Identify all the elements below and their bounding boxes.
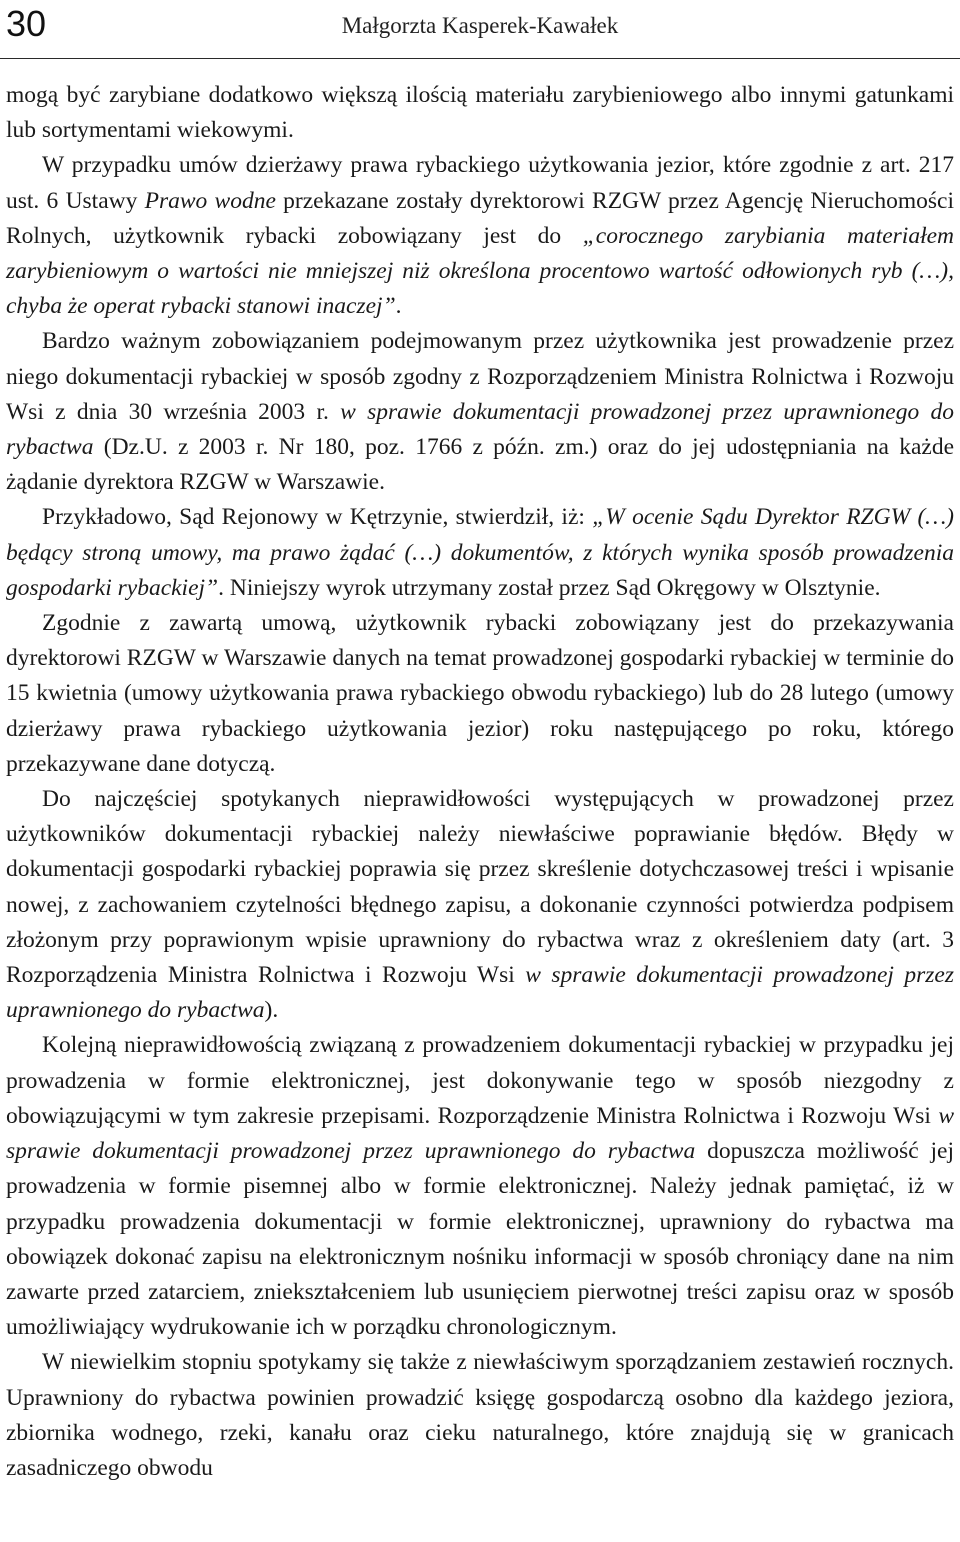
page-number: 30 (6, 3, 47, 44)
paragraph (6, 1345, 954, 1486)
text-segment: . (395, 293, 402, 320)
text-segment: (Dz.U. z 2003 r. Nr 180, poz. 1766 z późn. zm.) oraz do jej udostępniania na każde żądanie dyrektora RZGW w Warszawie. (6, 434, 954, 496)
italic-text: Prawo wodne (144, 187, 276, 214)
text-segment: W przypadku umów dzierżawy prawa rybackiego użytkowania jezior, które zgodnie z art. 217 ust. 6 Ustawy (6, 152, 954, 214)
body-text (6, 78, 954, 1486)
italic-text: w sprawie dokumentacji prowadzonej przez uprawnionego do rybactwa (6, 1102, 954, 1165)
paragraph (6, 78, 954, 148)
text-segment: przekazane zostały dyrektorowi RZGW przez Agencję Nieruchomości Rolnych, użytkownik rybacki zobowiązany jest do (6, 187, 954, 249)
text-segment: . Niniejszy wyrok utrzymany został przez Sąd Okręgowy w Olsztynie. (218, 574, 881, 601)
running-head-author: Małgorzta Kasperek-Kawałek (341, 13, 619, 38)
paragraph (6, 606, 954, 782)
paragraph (6, 148, 954, 324)
text-segment: Kolejną nieprawidłowością związaną z prowadzeniem dokumentacji rybackiej w przypadku jej prowadzenia w formie elektronicznej, jest dokonywanie tego w sposób niezgodny z obowiązującymi w tym zakresie przepisami. Rozporządzenie Ministra Rolnictwa i Rozwoju Wsi (6, 1032, 954, 1129)
italic-text: w sprawie dokumentacji prowadzonej przez uprawnionego do rybactwa (6, 962, 954, 1024)
paragraph (6, 500, 954, 606)
text-segment: Do najczęściej spotykanych nieprawidłowości występujących w prowadzonej przez użytkowników dokumentacji rybackiej należy niewłaściwe poprawianie błędów. Błędy w dokumentacji gospodarki rybackiej poprawia się przez skreślenie dotychczasowej treści i wpisanie nowej, z zachowaniem czytelności błędnego zapisu, a dokonanie czynności potwierdza podpisem złożonym przy poprawionym wpisie uprawniony do rybactwa wraz z określeniem daty (art. 3 Rozporządzenia Ministra Rolnictwa i Rozwoju Wsi (6, 786, 954, 989)
text-segment: dopuszcza możliwość jej prowadzenia w formie pisemnej albo w formie elektronicznej. Należy jednak pamiętać, iż w przypadku prowadzenia dokumentacji w formie elektronicznej, uprawniony do rybactwa ma obowiązek dokonać zapisu na elektronicznym nośniku informacji w sposób chroniący dane na nim zawarte przed zatarciem, zniekształceniem lub usunięciem pierwotnej treści zapisu oraz w sposób umożliwiający wydrukowanie ich w porządku chronologicznym. (6, 1138, 955, 1341)
paragraph (6, 324, 954, 500)
text-segment: Bardzo ważnym zobowiązaniem podejmowanym przez użytkownika jest prowadzenie przez niego dokumentacji rybackiej w sposób zgodny z Rozporządzeniem Ministra Rolnictwa i Rozwoju Wsi z dnia 30 września 2003 r. (6, 328, 954, 425)
text-segment: W niewielkim stopniu spotykamy się także z niewłaściwym sporządzaniem zestawień rocznych. Uprawniony do rybactwa powinien prowadzić księgę gospodarczą osobno dla każdego jeziora, zbiornika wodnego, rzeki, kanału oraz cieku naturalnego, które znajdują się w granicach zasadniczego obwodu (6, 1349, 954, 1481)
text-segment: mogą być zarybiane dodatkowo większą ilością materiału zarybieniowego albo innymi gatunkami lub sortymentami wiekowymi. (6, 82, 954, 144)
paragraph (6, 782, 954, 1028)
text-segment: Przykładowo, Sąd Rejonowy w Kętrzynie, stwierdził, iż: (42, 504, 593, 531)
italic-text: w sprawie dokumentacji prowadzonej przez uprawnionego do rybactwa (6, 398, 954, 461)
italic-text: „corocznego zarybiania materiałem zarybieniowym o wartości nie mniejszej niż określona procentowo wartość odłowionych ryb (…), chyba że operat rybacki stanowi inaczej” (6, 222, 954, 320)
italic-text: „W ocenie Sądu Dyrektor RZGW (…) będący stroną umowy, ma prawo żądać (…) dokumentów, z których wynika sposób prowadzenia gospodarki rybackiej” (6, 504, 954, 601)
text-segment: ). (264, 997, 279, 1024)
text-segment: Zgodnie z zawartą umową, użytkownik rybacki zobowiązany jest do przekazywania dyrektorowi RZGW w Warszawie danych na temat prowadzonej gospodarki rybackiej w terminie do 15 kwietnia (umowy użytkowania prawa rybackiego obwodu rybackiego) lub do 28 lutego (umowy dzierżawy prawa rybackiego użytkowania jezior) roku następującego po roku, którego przekazywane dane dotyczą. (6, 610, 954, 777)
paragraph (6, 1028, 954, 1345)
page-header (0, 0, 960, 59)
